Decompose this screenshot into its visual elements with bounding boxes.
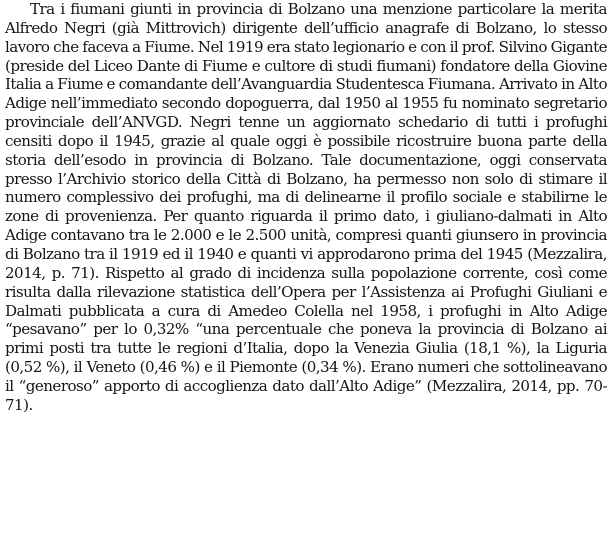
body-paragraph: Tra i fiumani giunti in provincia di Bolzano una menzione particolare la merita Alfredo Negri (già Mittrovich) dirigente dell’ufficio anagrafe di Bolzano, lo stesso lavoro che faceva a Fiume. Nel 1919 era stato legionario e con il prof. Silvino Gigante (preside del Liceo Dante di Fiume e cultore di studi fiumani) fondatore della Giovine Italia a Fiume e comandante dell’Avanguardia Studentesca Fiumana. Arrivato in Alto Adige nell’immediato secondo dopoguerra, dal 1950 al 1955 fu nominato segretario provinciale dell’ANVGD. Negri tenne un aggiornato schedario di tutti i profughi censiti dopo il 1945, grazie al quale oggi è possibile ricostruire buona parte della storia dell’esodo in provincia di Bolzano. Tale documentazione, oggi conservata presso l’Archivio storico della Città di Bolzano, ha permesso non solo di stimare il numero complessivo dei profughi, ma di delinearne il profilo sociale e stabilirne le zone di provenienza. Per quanto riguarda il primo dato, i giuliano-dalmati in Alto Adige contavano tra le 2.000 e le 2.500 unità, compresi quanti giunsero in provincia di Bolzano tra il 1919 ed il 1940 e quanti vi approdarono prima del 1945 (Mezzalira, 2014, p. 71). Rispetto al grado di incidenza sulla popolazione corrente, così come risulta dalla rilevazione statistica dell’Opera per l’Assistenza ai Profughi Giuliani e Dalmati pubblicata a cura di Amedeo Colella nel 1958, i profughi in Alto Adige “pesavano” per lo 0,32% “una percentuale che poneva la provincia di Bolzano ai primi posti tra tutte le regioni d’Italia, dopo la Venezia Giulia (18,1 %), la Liguria (0,52 %), il Veneto (0,46 %) e il Piemonte (0,34 %). Erano numeri che sottolineavano il “generoso” apporto di accoglienza dato dall’Alto Adige” (Mezzalira, 2014, pp. 70-71). xyxy=(5,0,607,414)
